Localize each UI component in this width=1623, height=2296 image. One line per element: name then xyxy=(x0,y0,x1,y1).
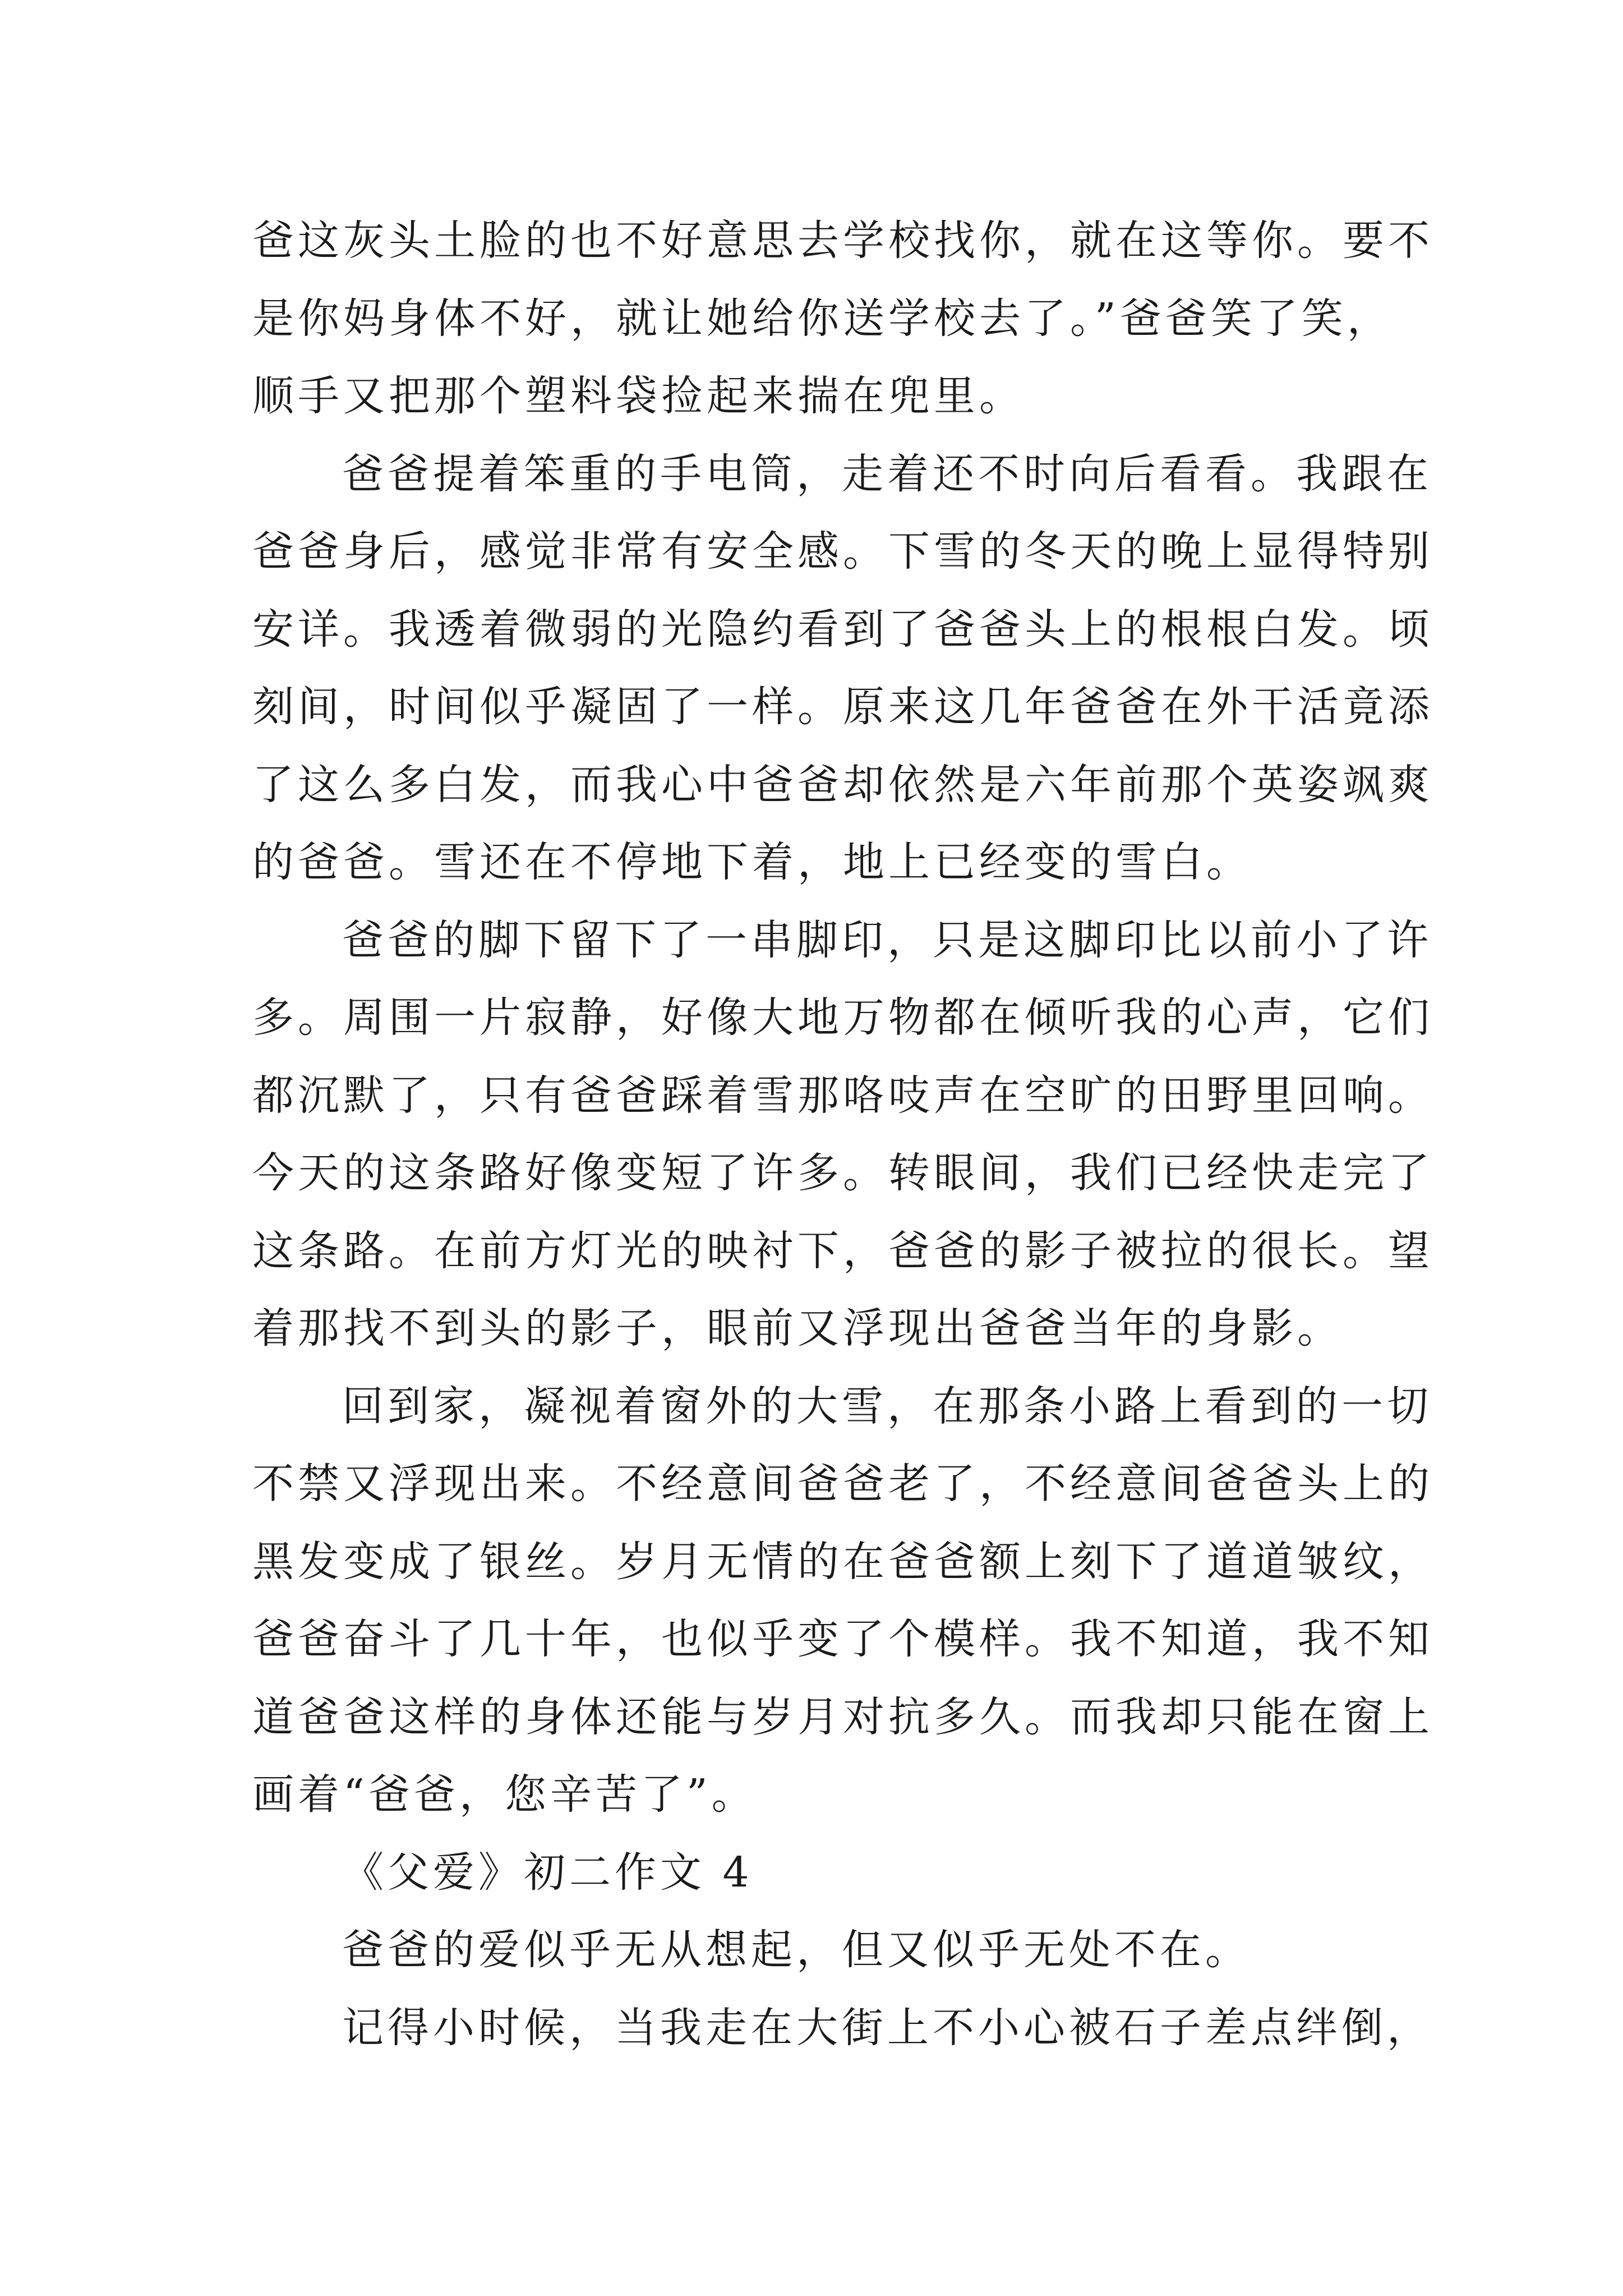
text-line: 了这么多白发，而我心中爸爸却依然是六年前那个英姿飒爽 xyxy=(252,760,1433,809)
text-line: 这条路。在前方灯光的映衬下，爸爸的影子被拉的很长。望 xyxy=(252,1226,1433,1275)
text-line: 爸爸奋斗了几十年，也似乎变了个模样。我不知道，我不知 xyxy=(252,1615,1433,1663)
paragraph-first-line: 爸爸提着笨重的手电筒，走着还不时向后看看。我跟在 xyxy=(342,449,1432,498)
text-line: 爸这灰头土脸的也不好意思去学校找你，就在这等你。要不 xyxy=(252,217,1433,265)
paragraph-first-line: 回到家，凝视着窗外的大雪，在那条小路上看到的一切 xyxy=(342,1382,1432,1430)
text-line: 黑发变成了银丝。岁月无情的在爸爸额上刻下了道道皱纹， xyxy=(252,1537,1433,1586)
document-body xyxy=(252,202,1433,2067)
text-line: 今天的这条路好像变短了许多。转眼间，我们已经快走完了 xyxy=(252,1149,1433,1197)
text-line: 安详。我透着微弱的光隐约看到了爸爸头上的根根白发。顷 xyxy=(252,605,1433,654)
text-line: 顺手又把那个塑料袋捡起来揣在兜里。 xyxy=(252,372,1025,420)
text-line: 着那找不到头的影子，眼前又浮现出爸爸当年的身影。 xyxy=(252,1304,1343,1352)
text-line: 画着“爸爸，您辛苦了”。 xyxy=(252,1770,757,1819)
text-line: 道爸爸这样的身体还能与岁月对抗多久。而我却只能在窗上 xyxy=(252,1692,1433,1741)
text-line: 都沉默了，只有爸爸踩着雪那咯吱声在空旷的田野里回响。 xyxy=(252,1071,1433,1120)
section-heading: 《父爱》初二作文 4 xyxy=(342,1848,753,1897)
text-line: 多。周围一片寂静，好像大地万物都在倾听我的心声，它们 xyxy=(252,993,1433,1042)
text-line: 刻间，时间似乎凝固了一样。原来这几年爸爸在外干活竟添 xyxy=(252,683,1433,731)
paragraph-first-line: 爸爸的爱似乎无从想起，但又似乎无处不在。 xyxy=(342,1926,1251,1974)
text-line: 爸爸身后，感觉非常有安全感。下雪的冬天的晚上显得特别 xyxy=(252,527,1433,576)
text-line: 的爸爸。雪还在不停地下着，地上已经变的雪白。 xyxy=(252,838,1252,886)
text-line: 不禁又浮现出来。不经意间爸爸老了，不经意间爸爸头上的 xyxy=(252,1460,1433,1508)
paragraph-first-line: 记得小时候，当我走在大街上不小心被石子差点绊倒， xyxy=(342,2003,1432,2052)
text-line: 是你妈身体不好，就让她给你送学校去了。”爸爸笑了笑， xyxy=(252,294,1393,343)
paragraph-first-line: 爸爸的脚下留下了一串脚印，只是这脚印比以前小了许 xyxy=(342,915,1432,964)
